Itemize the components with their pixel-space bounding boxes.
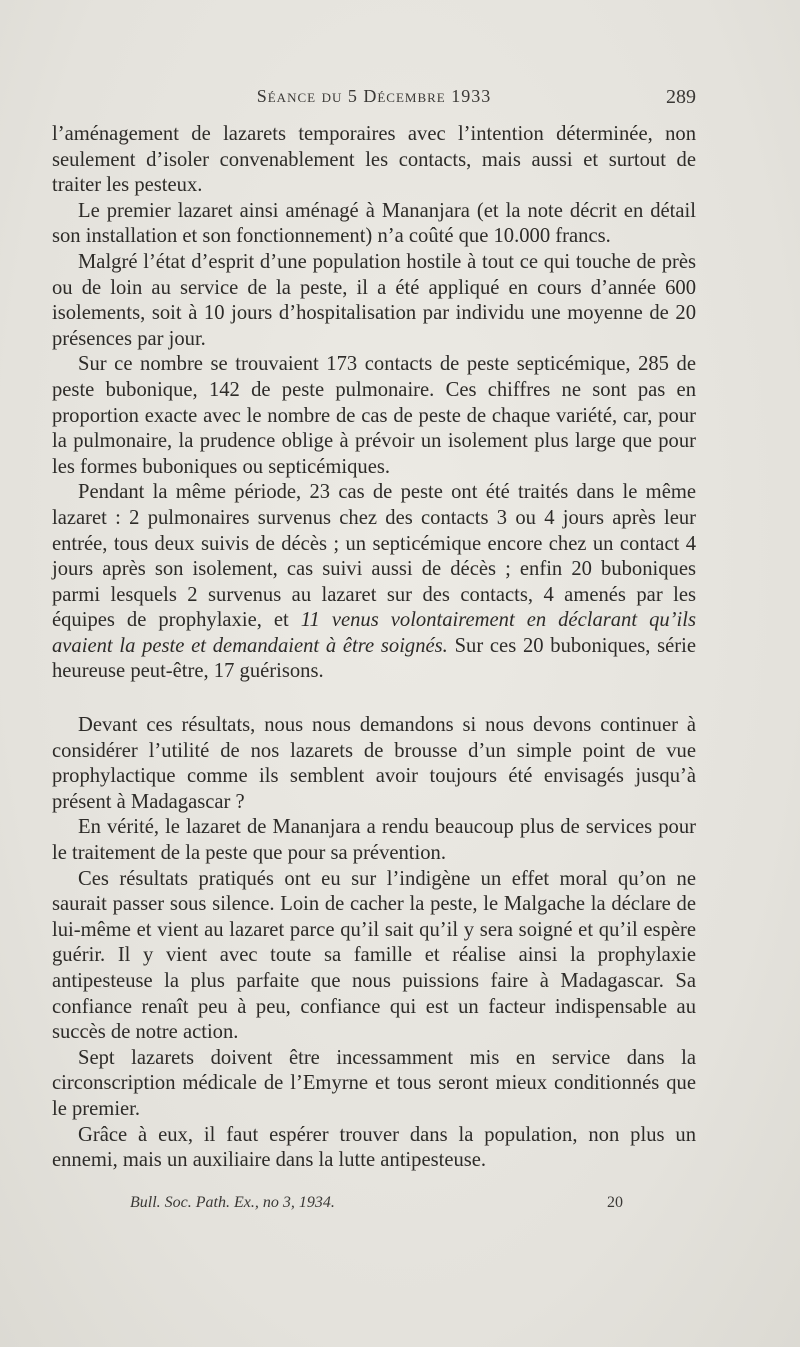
page-footer <box>52 1194 696 1220</box>
running-title: Séance du 5 Décembre 1933 <box>256 86 492 106</box>
section-gap <box>52 685 696 713</box>
paragraph-10: Grâce à eux, il faut espérer trouver dans la population, non plus un ennemi, mais un auxiliaire dans la lutte antipesteuse. <box>52 1123 696 1172</box>
paragraph-1: l’aménagement de lazarets temporaires avec l’intention déterminée, non seulement d’isoler convenablement les contacts, mais aussi et surtout de traiter les pesteux. <box>52 123 696 197</box>
paragraph-4: Sur ce nombre se trouvaient 173 contacts de peste septicémique, 285 de peste bubonique, 142 de peste pulmonaire. Ces chiffres ne sont pas en proportion exacte avec le nombre de cas de peste de chaque variété, car, pour la pulmonaire, la prudence oblige à prévoir un isolement plus large que pour les formes buboniques ou septicémiques. <box>52 353 696 478</box>
paragraph-3: Malgré l’état d’esprit d’une population hostile à tout ce qui touche de près ou de loin au service de la peste, il a été appliqué en cours d’année 600 isolements, soit à 10 jours d’hospitalisation par individu une moyenne de 20 présences par jour. <box>52 250 696 350</box>
paragraph-8: Ces résultats pratiqués ont eu sur l’indigène un effet moral qu’on ne saurait passer sous silence. Loin de cacher la peste, le Malgache la déclare de lui-même et vient au lazaret parce qu’il sait qu’il y sera soigné et qu’il espère guérir. Il y vient avec toute sa famille et réalise ainsi la prophylaxie antipesteuse la plus parfaite que nous puissions faire à Madagascar. Sa confiance renaît peu à peu, confiance qui est un facteur indispensable au succès de notre action. <box>52 867 696 1044</box>
page-header <box>52 86 696 114</box>
page-number: 289 <box>666 86 696 108</box>
paragraph-5 <box>52 480 696 685</box>
paragraph-9: Sept lazarets doivent être incessamment mis en service dans la circonscription médicale de l’Emyrne et tous seront mieux conditionnés que le premier. <box>52 1046 696 1120</box>
journal-citation: Bull. Soc. Path. Ex., no 3, 1934. <box>130 1194 335 1211</box>
paragraph-5-start: Pendant la même période, 23 cas de peste ont été traités dans le même lazaret : 2 pulmonaires survenus chez des contacts 3 ou 4 jours après leur entrée, tous deux suivis de décès ; un septicémique encore chez un contact 4 jours après son isolement, cas suivi aussi de décès ; enfin 20 buboniques parmi lesquels 2 survenus au lazaret sur des contacts, 4 amenés par les équipes de prophylaxie, et <box>52 481 696 632</box>
paragraph-6: Devant ces résultats, nous nous demandons si nous devons continuer à considérer l’utilité de nos lazarets de brousse d’un simple point de vue prophylactique comme ils semblent avoir toujours été envisagés jusqu’à présent à Madagascar ? <box>52 714 696 813</box>
body-text <box>52 122 696 1174</box>
paragraph-5-italic: 11 venus volontairement en déclarant qu’ils avaient la peste et demandaient à être soignés. <box>52 609 696 657</box>
paragraph-5-end: Sur ces 20 buboniques, série heureuse peut-être, 17 guérisons. <box>52 634 696 683</box>
signature-number: 20 <box>607 1194 623 1211</box>
paragraph-7: En vérité, le lazaret de Mananjara a rendu beaucoup plus de services pour le traitement de la peste que pour sa prévention. <box>52 816 696 865</box>
paragraph-2: Le premier lazaret ainsi aménagé à Mananjara (et la note décrit en détail son installation et son fonctionnement) n’a coûté que 10.000 francs. <box>52 199 696 248</box>
